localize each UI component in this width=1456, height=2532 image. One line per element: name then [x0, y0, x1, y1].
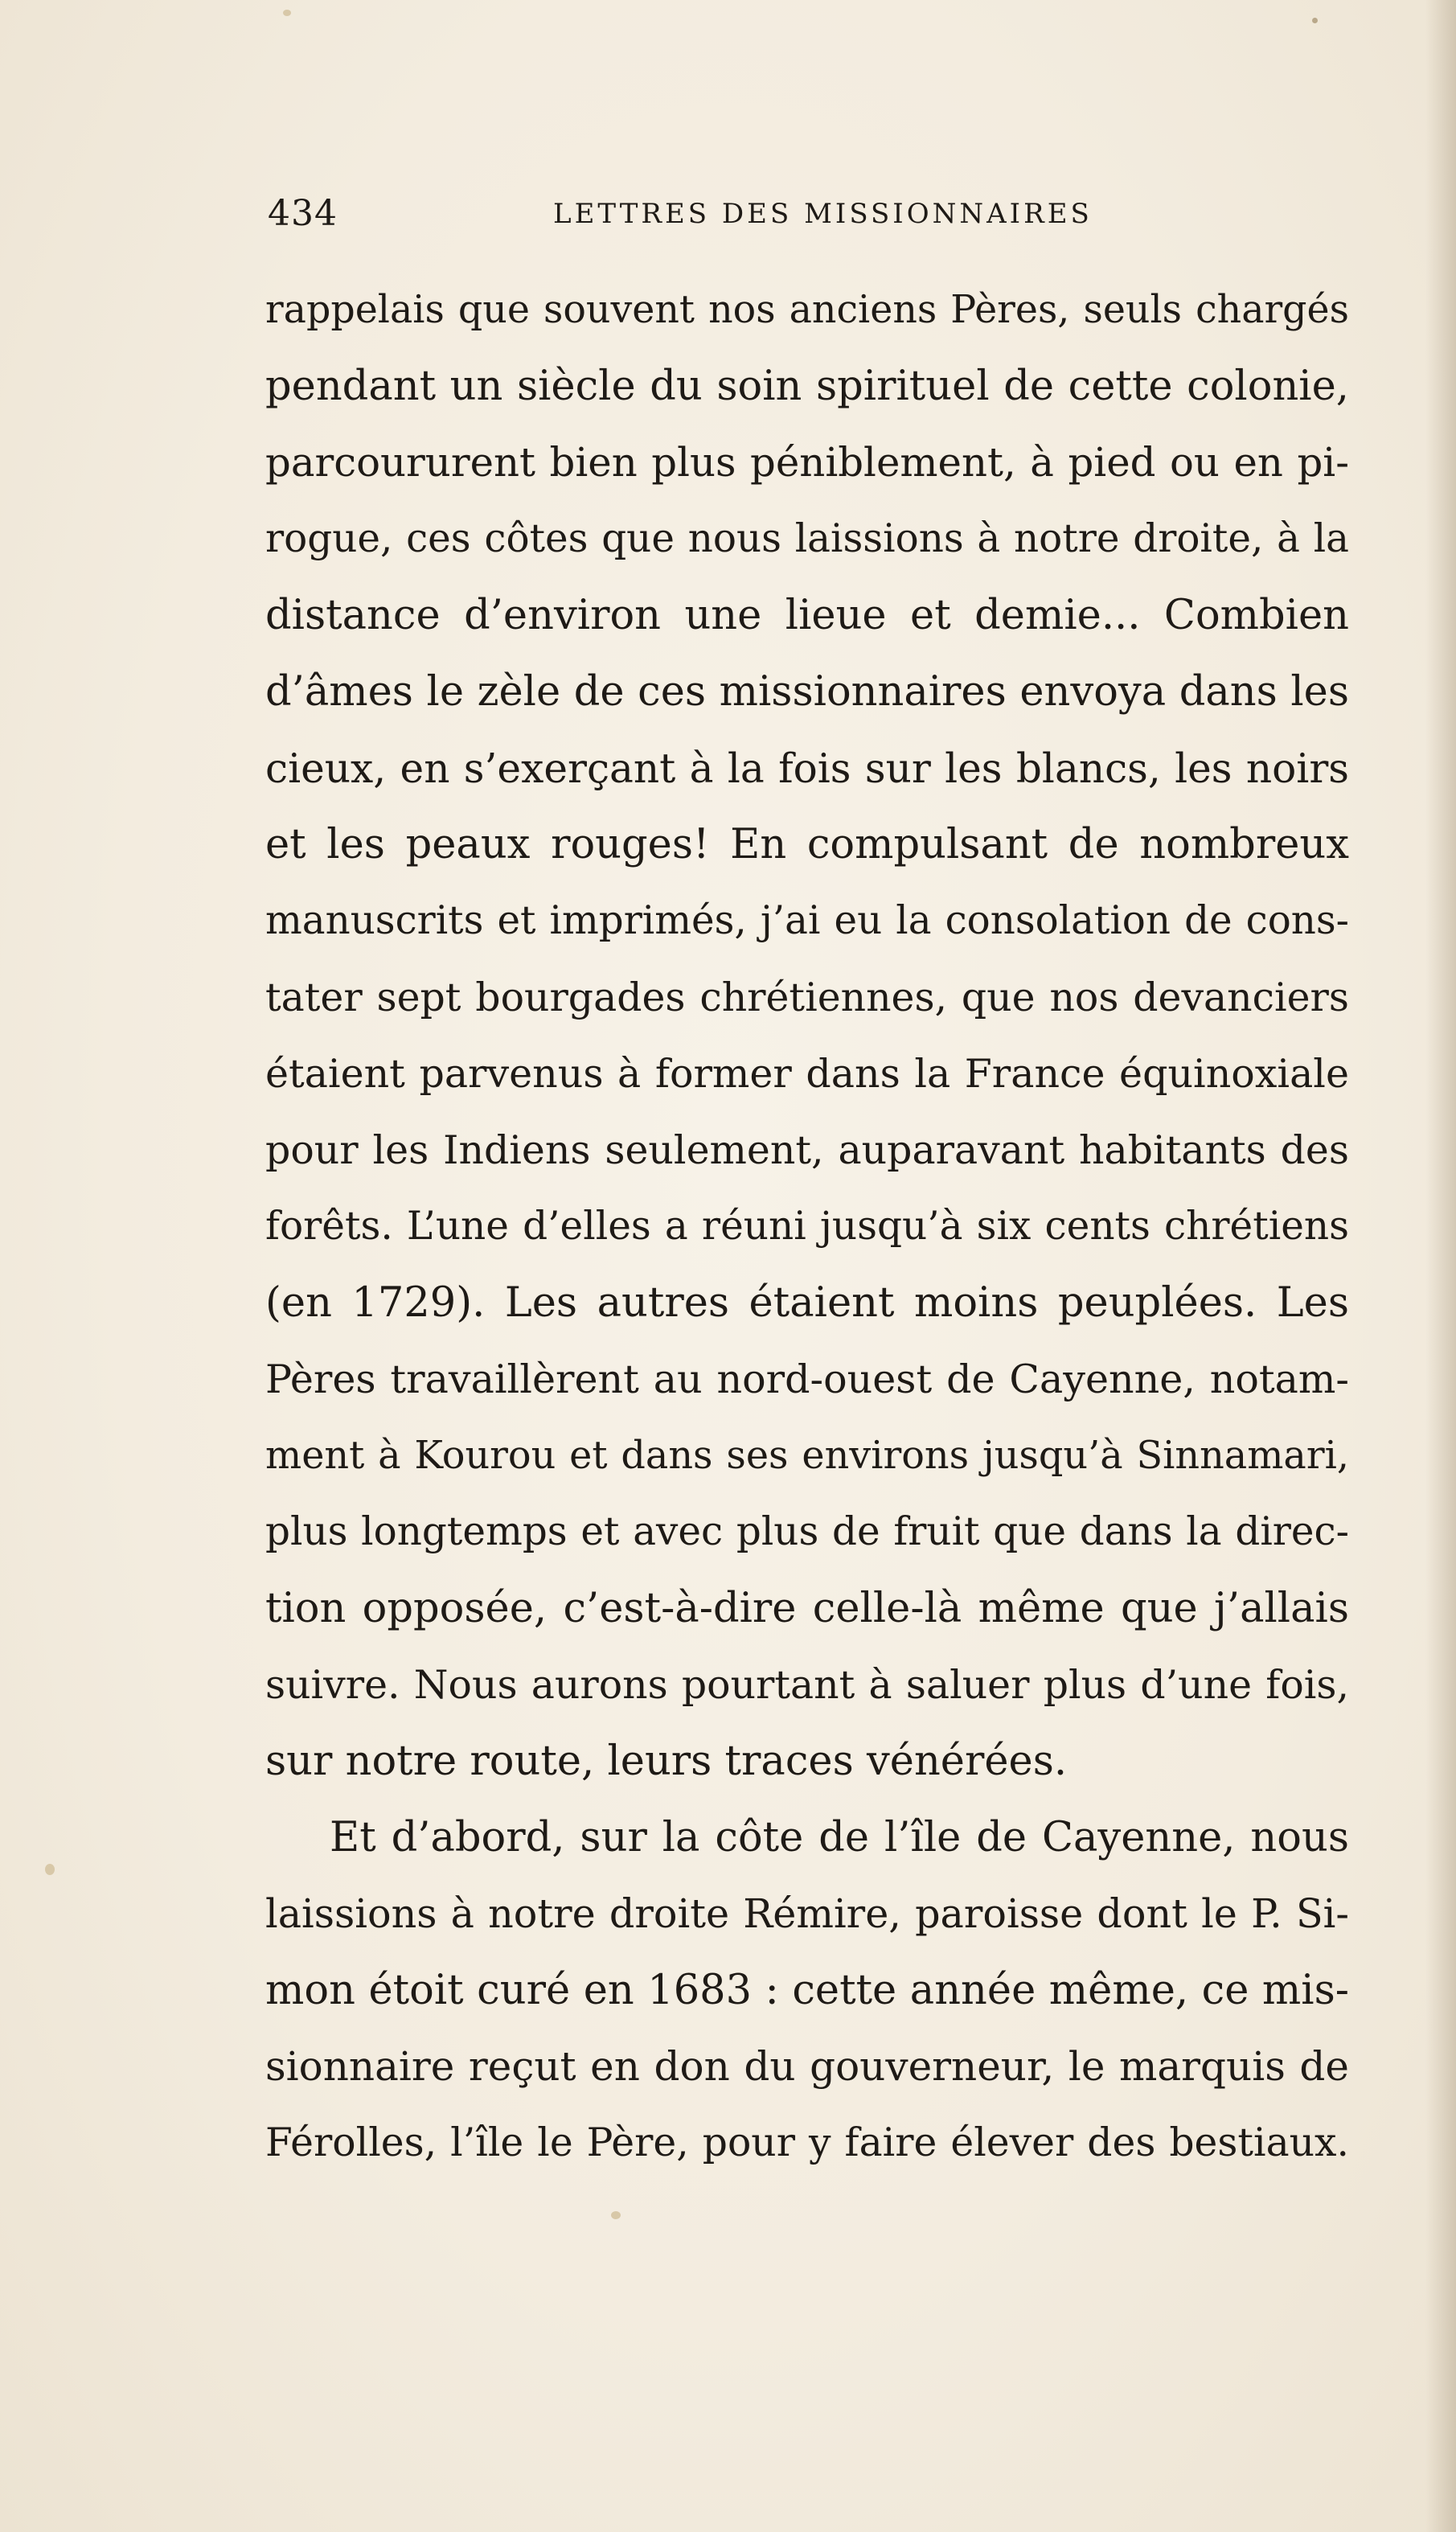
text-line: Férolles, l’île le Père, pour y faire élever des bestiaux.: [265, 2120, 1349, 2165]
text-line: Et d’abord, sur la côte de l’île de Cayenne, nous: [330, 1814, 1349, 1861]
text-line: étaient parvenus à former dans la France équinoxiale: [265, 1050, 1349, 1097]
text-line: (en 1729). Les autres étaient moins peuplées. Les: [265, 1279, 1349, 1327]
body-text: [265, 272, 1349, 2181]
text-line: forêts. L’une d’elles a réuni jusqu’à six cents chrétiens: [265, 1204, 1349, 1249]
text-line: distance d’environ une lieue et demie... Combien: [265, 592, 1349, 639]
text-line: et les peaux rouges! En compulsant de nombreux: [265, 821, 1349, 868]
text-line: ment à Kourou et dans ses environs jusqu’à Sinnamari,: [265, 1434, 1349, 1478]
paragraph: [265, 1799, 1349, 2181]
text-line: pour les Indiens seulement, auparavant habitants des: [265, 1127, 1349, 1173]
text-line: d’âmes le zèle de ces missionnaires envoya dans les: [265, 668, 1349, 716]
text-line: mon étoit curé en 1683 : cette année même, ce mis-: [265, 1967, 1349, 2014]
paper-speck: [611, 2211, 621, 2219]
text-line: suivre. Nous aurons pourtant à saluer plus d’une fois,: [265, 1662, 1349, 1708]
text-line: cieux, en s’exerçant à la fois sur les blancs, les noirs: [265, 745, 1349, 792]
text-line: tion opposée, c’est-à-dire celle-là même que j’allais: [265, 1585, 1349, 1632]
text-line: rappelais que souvent nos anciens Pères, seuls chargés: [265, 288, 1349, 332]
text-line: Pères travaillèrent au nord-ouest de Cayenne, notam-: [265, 1356, 1349, 1402]
text-line: pendant un siècle du soin spirituel de cette colonie,: [265, 363, 1349, 410]
text-line: tater sept bourgades chrétiennes, que nos devanciers: [265, 975, 1349, 1020]
paper-speck: [283, 10, 291, 16]
text-line: sionnaire reçut en don du gouverneur, le marquis de: [265, 2043, 1349, 2090]
running-head: LETTRES DES MISSIONNAIRES: [553, 198, 1093, 230]
text-line: rogue, ces côtes que nous laissions à notre droite, à la: [265, 516, 1349, 561]
paragraph: [265, 272, 1349, 1799]
page-edge-shadow: [1425, 0, 1456, 2532]
text-line: parcoururent bien plus péniblement, à pied ou en pi-: [265, 439, 1349, 486]
page-header: [268, 193, 1184, 241]
paper-speck: [1312, 18, 1318, 23]
text-line: plus longtemps et avec plus de fruit que dans la direc-: [265, 1509, 1349, 1554]
page-number: 434: [268, 193, 338, 234]
text-line: manuscrits et imprimés, j’ai eu la consolation de cons-: [265, 898, 1349, 943]
text-line: sur notre route, leurs traces vénérées.: [265, 1738, 1068, 1785]
text-line: laissions à notre droite Rémire, paroisse dont le P. Si-: [265, 1890, 1349, 1937]
paper-speck: [45, 1864, 55, 1875]
